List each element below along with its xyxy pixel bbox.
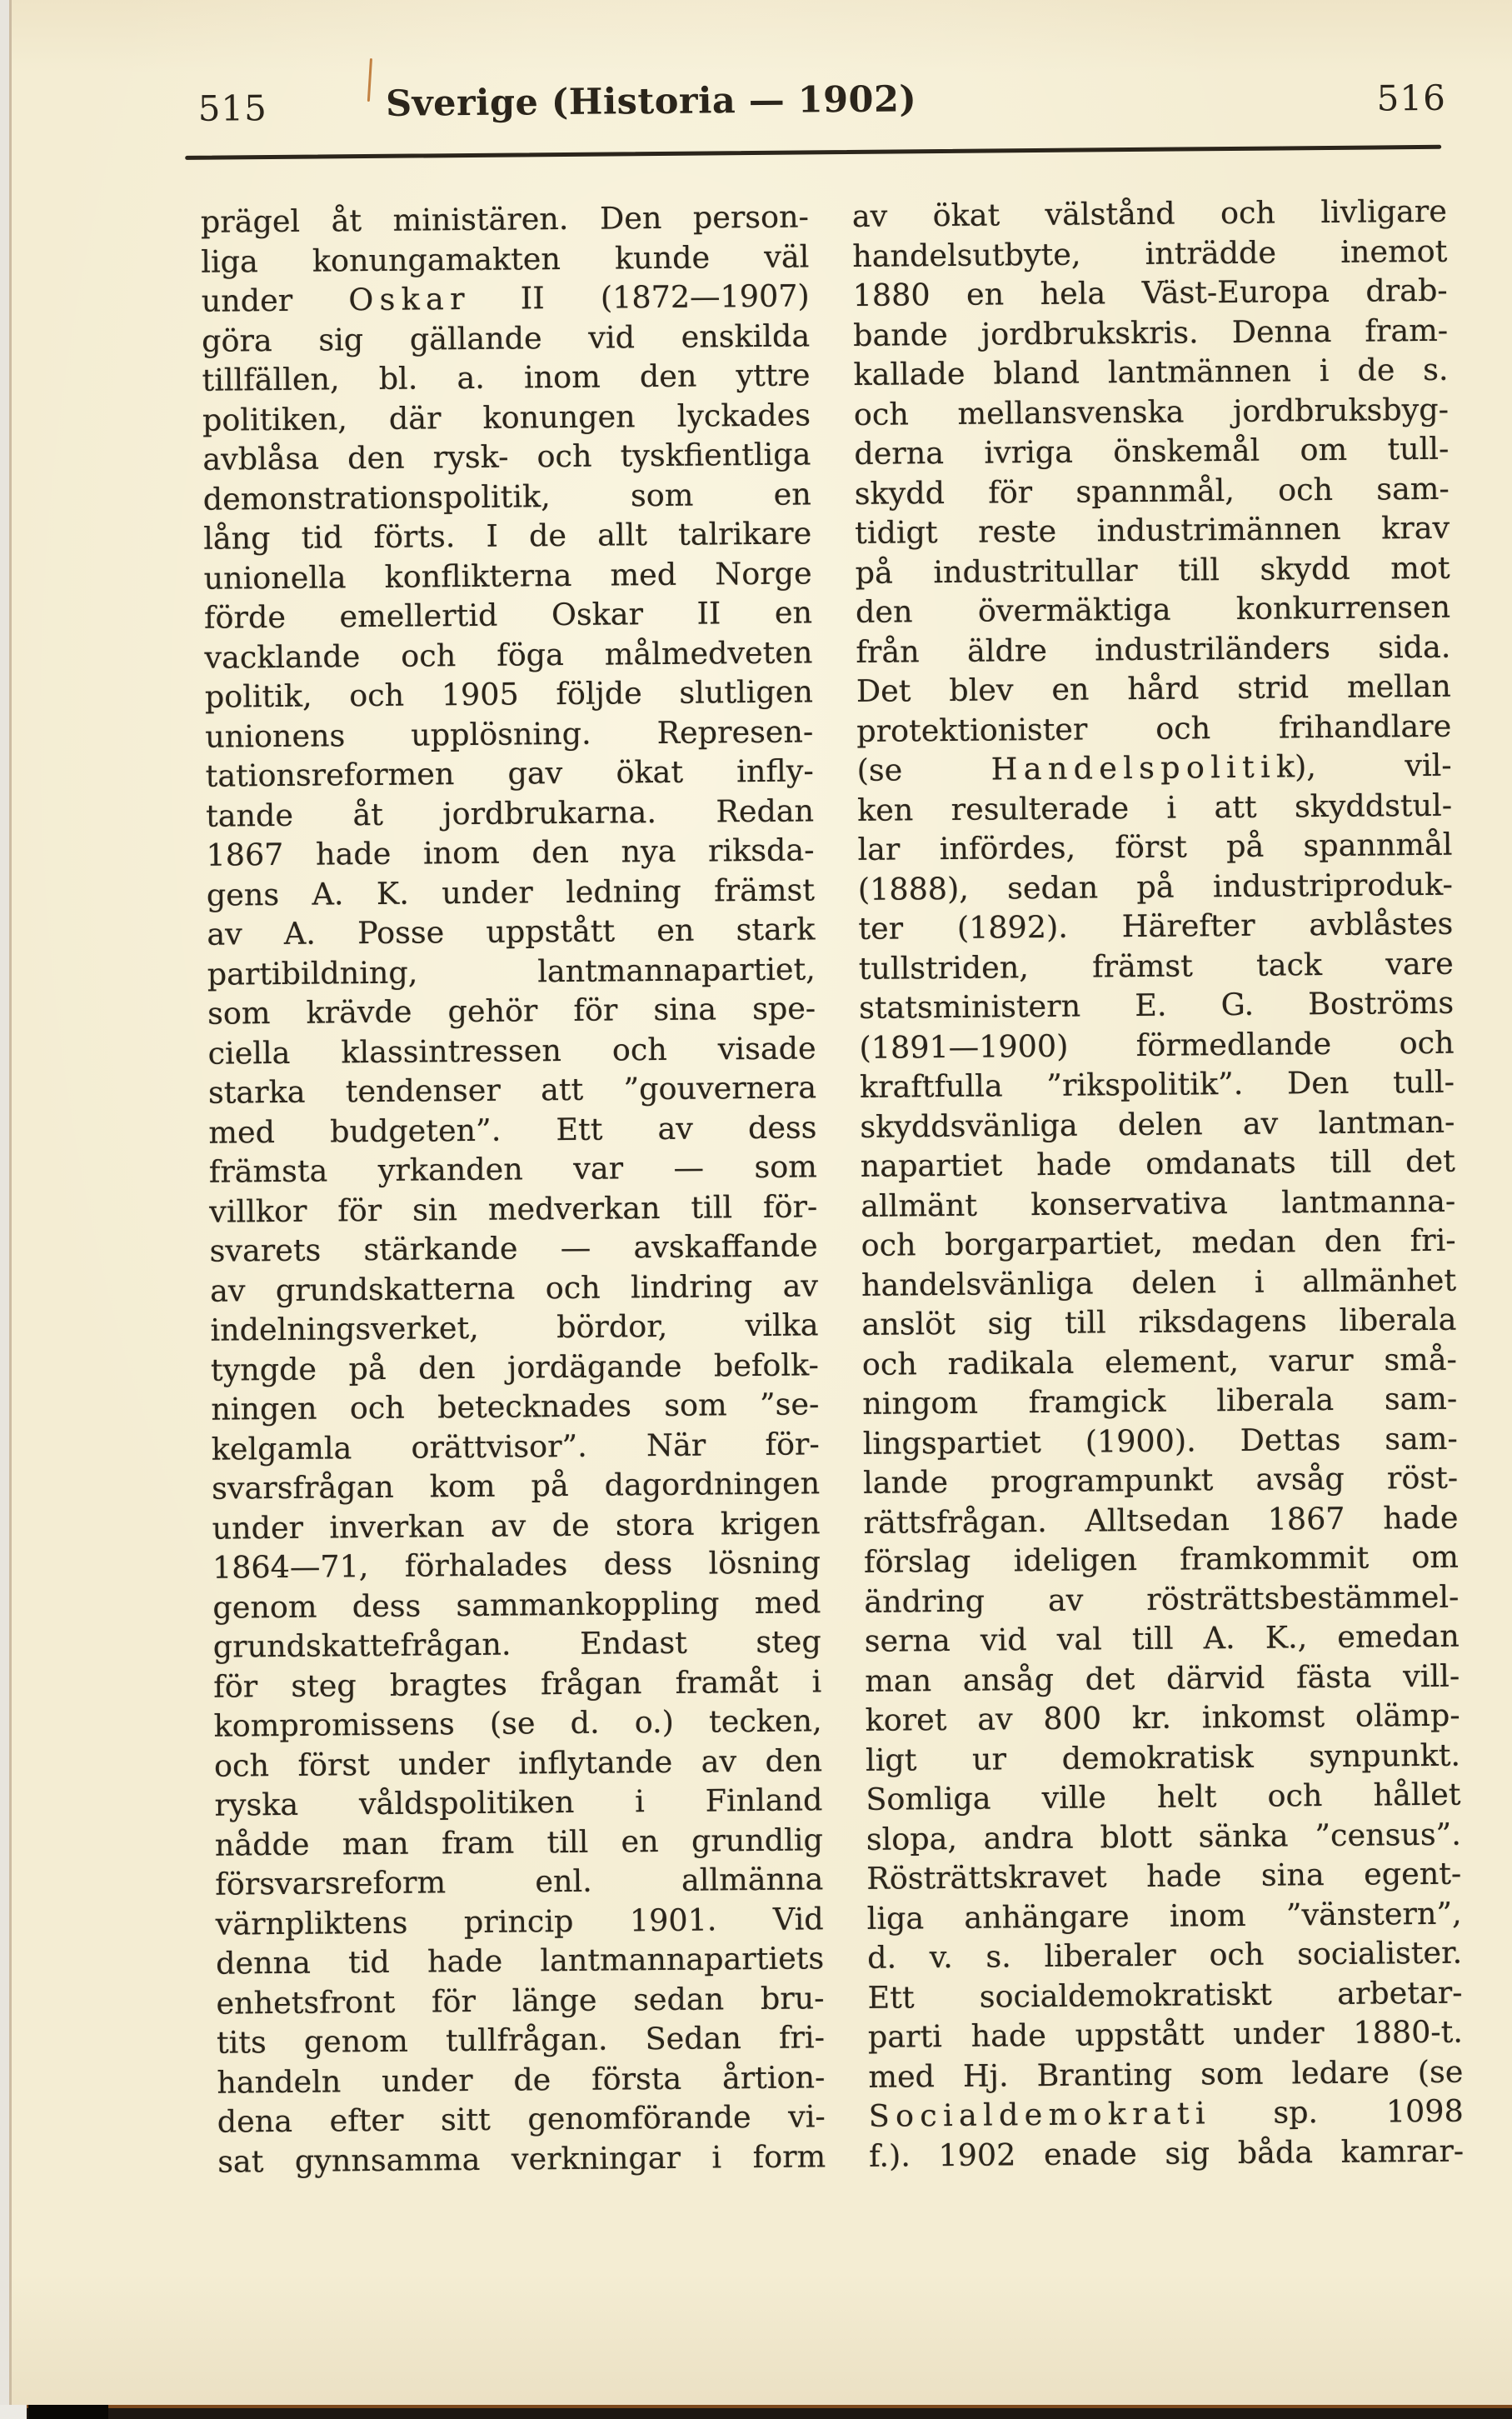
text-line: bande jordbrukskris. Denna fram- xyxy=(852,312,1449,353)
text-line: värnpliktens princip 1901. Vid xyxy=(215,1900,824,1942)
text-line: tidigt reste industrimännen krav xyxy=(854,509,1450,551)
text-line: med budgeten”. Ett av dess xyxy=(208,1108,817,1151)
scan-artifact-scratch xyxy=(367,58,372,102)
text-line: partibildning, lantmannapartiet, xyxy=(207,950,816,992)
text-line: tationsreformen gav ökat infly- xyxy=(205,752,814,794)
text-line: göra sig gällande vid enskilda xyxy=(201,317,811,359)
text-line: (1888), sedan på industriproduk- xyxy=(857,866,1454,907)
page-title: Sverige (Historia — 1902) xyxy=(385,78,917,125)
text-line: napartiet hade omdanats till det xyxy=(860,1142,1455,1184)
text-line: allmänt konservativa lantmanna- xyxy=(861,1182,1456,1224)
text-line: anslöt sig till riksdagens liberala xyxy=(861,1301,1457,1342)
text-line: man ansåg det därvid fästa vill- xyxy=(865,1657,1460,1699)
text-line: lar infördes, först på spannmål xyxy=(857,826,1453,867)
text-line: lingspartiet (1900). Dettas sam- xyxy=(862,1420,1458,1462)
right-column xyxy=(852,192,1465,2176)
text-line: och mellansvenska jordbruksbyg- xyxy=(853,391,1450,432)
text-line: förde emellertid Oskar II en xyxy=(203,594,813,636)
text-line: ryska våldspolitiken i Finland xyxy=(214,1782,823,1823)
text-line: sat gynnsamma verkningar i form xyxy=(217,2137,826,2180)
text-line: villkor för sin medverkan till för- xyxy=(209,1187,818,1230)
text-line: dena efter sitt genomförande vi- xyxy=(217,2098,826,2140)
text-line: S o c i a l d e m o k r a t i sp. 1098 xyxy=(868,2092,1464,2134)
text-line: 1864—71, förhalades dess lösning xyxy=(212,1544,821,1586)
text-line: den övermäktiga konkurrensen xyxy=(855,588,1451,630)
text-line: prägel åt ministären. Den person- xyxy=(200,198,810,240)
text-line: försvarsreform enl. allmänna xyxy=(215,1861,824,1902)
text-line: politik, och 1905 följde slutligen xyxy=(204,673,814,715)
text-line: denna tid hade lantmannapartiets xyxy=(215,1940,825,1982)
text-line: för steg bragtes frågan framåt i xyxy=(213,1662,822,1705)
text-line: kompromissens (se d. o.) tecken, xyxy=(213,1702,822,1744)
text-line: som krävde gehör för sina spe- xyxy=(207,990,816,1032)
left-column xyxy=(201,197,826,2181)
header-rule xyxy=(185,145,1441,160)
text-line: serna vid val till A. K., emedan xyxy=(864,1617,1460,1659)
text-line: tullstriden, främst tack vare xyxy=(858,945,1454,987)
text-line: protektionister och frihandlare xyxy=(856,707,1452,749)
text-line: av A. Posse uppstått en stark xyxy=(207,911,816,952)
text-line: handelsutbyte, inträdde inemot xyxy=(852,232,1448,274)
scan-artifact-bottom-notch xyxy=(0,2405,27,2419)
text-line: grundskattefrågan. Endast steg xyxy=(212,1623,821,1665)
page-bottom-edge xyxy=(0,2405,1512,2419)
text-line: starka tendenser att ”gouvernera xyxy=(207,1069,817,1111)
text-line: 1880 en hela Väst-Europa drab- xyxy=(852,272,1448,313)
text-line: från äldre industriländers sida. xyxy=(856,628,1451,670)
text-line: ningom framgick liberala sam- xyxy=(862,1380,1458,1422)
text-line: av ökat välstånd och livligare xyxy=(851,192,1448,234)
text-line: ändring av rösträttsbestämmel- xyxy=(864,1578,1460,1620)
text-line: demonstrationspolitik, som en xyxy=(202,475,811,517)
text-line: koret av 800 kr. inkomst olämp- xyxy=(865,1697,1460,1738)
text-line: enhetsfront för länge sedan bru- xyxy=(216,1979,825,2022)
text-line: kraftfulla ”rikspolitik”. Den tull- xyxy=(859,1063,1455,1105)
text-line: kallade bland lantmännen i de s. xyxy=(853,351,1449,392)
text-line: unionella konflikterna med Norge xyxy=(203,554,812,597)
text-line: med Hj. Branting som ledare (se xyxy=(868,2053,1464,2095)
text-line: politiken, där konungen lyckades xyxy=(202,396,811,438)
text-line: liga konungamakten kunde väl xyxy=(201,237,810,280)
text-line: ningen och betecknades som ”se- xyxy=(211,1386,820,1427)
text-line: och först under inflytande av den xyxy=(213,1742,823,1784)
text-line: unionens upplösning. Represen- xyxy=(205,712,814,755)
text-line: ter (1892). Härefter avblåstes xyxy=(858,905,1454,947)
text-line: under O s k a r II (1872—1907) xyxy=(201,277,810,319)
text-line: avblåsa den rysk- och tyskfientliga xyxy=(202,436,811,477)
text-line: (1891—1900) förmedlande och xyxy=(859,1024,1455,1066)
text-line: 1867 hade inom den nya riksda- xyxy=(206,832,815,873)
text-line: ligt ur demokratisk synpunkt. xyxy=(865,1737,1461,1778)
text-line: skydd för spannmål, och sam- xyxy=(854,470,1450,512)
text-line: rättsfrågan. Alltsedan 1867 hade xyxy=(863,1499,1459,1541)
text-line: (se H a n d e l s p o l i t i k), vil- xyxy=(856,747,1452,788)
text-line: ken resulterade i att skyddstul- xyxy=(856,787,1453,828)
text-line: genom dess sammankoppling med xyxy=(212,1583,821,1626)
text-line: främsta yrkanden var — som xyxy=(208,1148,818,1190)
text-line: liga anhängare inom ”vänstern”, xyxy=(866,1895,1462,1937)
text-line: skyddsvänliga delen av lantman- xyxy=(860,1103,1455,1145)
text-line: tillfällen, bl. a. inom den yttre xyxy=(202,357,811,398)
text-line: Ett socialdemokratiskt arbetar- xyxy=(867,1974,1463,2016)
page-number-right: 516 xyxy=(1376,77,1447,119)
text-line: kelgamla orättvisor”. När för- xyxy=(211,1425,820,1467)
scan-artifact-bottom-black-block xyxy=(28,2405,108,2419)
text-line: parti hade uppstått under 1880-t. xyxy=(867,2013,1464,2055)
text-line: tande åt jordbrukarna. Redan xyxy=(205,792,815,834)
text-line: ciella klassintressen och visade xyxy=(207,1029,816,1072)
text-line: lande programpunkt avsåg röst- xyxy=(862,1459,1459,1501)
text-line: av grundskatterna och lindring av xyxy=(209,1267,819,1309)
text-line: indelningsverket, bördor, vilka xyxy=(210,1307,819,1348)
text-line: på industritullar till skydd mot xyxy=(855,549,1450,591)
text-line: och borgarpartiet, medan den fri- xyxy=(861,1222,1456,1263)
text-line: handeln under de första årtion- xyxy=(217,2058,826,2101)
text-line: och radikala element, varur små- xyxy=(861,1341,1458,1382)
text-line: svarets stärkande — avskaffande xyxy=(209,1227,818,1269)
text-line: slopa, andra blott sänka ”census”. xyxy=(866,1816,1462,1857)
text-line: gens A. K. under ledning främst xyxy=(206,871,816,913)
text-columns xyxy=(0,191,1505,2180)
text-line: vacklande och föga målmedveten xyxy=(204,633,813,676)
text-line: f.). 1902 enade sig båda kamrar- xyxy=(868,2132,1465,2174)
text-line: handelsvänliga delen i allmänhet xyxy=(861,1262,1457,1303)
text-line: förslag ideligen framkommit om xyxy=(863,1538,1460,1580)
text-line: Rösträttskravet hade sina egent- xyxy=(866,1855,1462,1897)
text-line: svarsfrågan kom på dagordningen xyxy=(211,1465,821,1507)
text-line: derna ivriga önskemål om tull- xyxy=(854,430,1450,472)
text-line: lång tid förts. I de allt talrikare xyxy=(203,515,812,557)
text-line: under inverkan av de stora krigen xyxy=(212,1504,821,1547)
text-line: nådde man fram till en grundlig xyxy=(214,1821,824,1863)
text-line: d. v. s. liberaler och socialister. xyxy=(866,1934,1463,1976)
text-line: statsministern E. G. Boströms xyxy=(858,984,1455,1026)
text-line: Det blev en hård strid mellan xyxy=(856,667,1452,709)
page-number-left: 515 xyxy=(197,87,268,129)
text-line: tyngde på den jordägande befolk- xyxy=(210,1346,820,1388)
text-line: Somliga ville helt och hållet xyxy=(866,1776,1461,1817)
text-line: tits genom tullfrågan. Sedan fri- xyxy=(216,2019,826,2061)
